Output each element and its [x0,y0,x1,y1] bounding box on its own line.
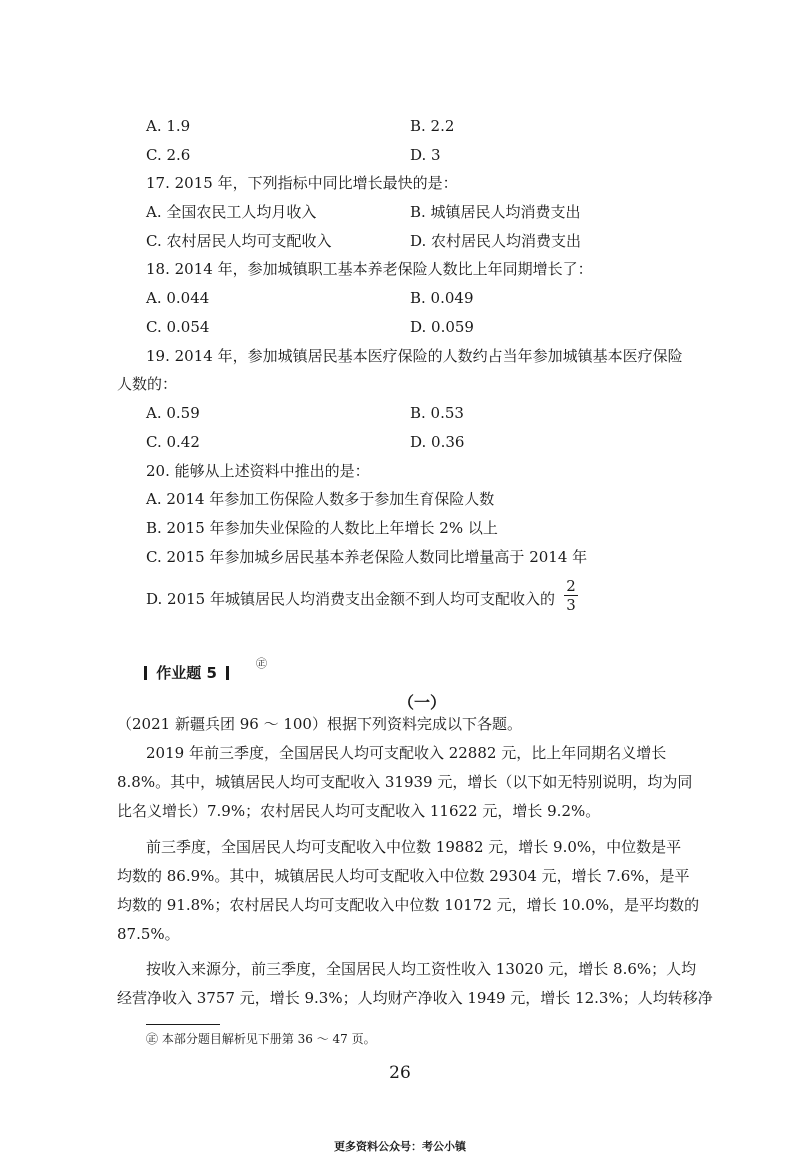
paragraph-line: 8.8%。其中，城镇居民人均可支配收入 31939 元，增长（以下如无特别说明，均为同 [117,773,693,791]
option-b: B. 2015 年参加失业保险的人数比上年增长 2% 以上 [146,519,498,537]
right-bar-icon [226,666,229,680]
paragraph-line: 经营净收入 3757 元，增长 9.3%；人均财产净收入 1949 元，增长 12.3%；人均转移净 [117,989,713,1007]
fraction [563,577,579,614]
promo-text: 更多资料公众号：考公小镇 [334,1140,466,1153]
option-d: D. 0.36 [410,433,465,451]
option-c: C. 2.6 [146,146,191,164]
page-number: 26 [389,1063,411,1083]
option-d: D. 农村居民人均消费支出 [410,232,582,250]
paragraph-line: 87.5%。 [117,925,180,943]
footnote-marker-icon: ㊣ [256,657,267,670]
option-b: B. 2.2 [410,117,455,135]
fraction-numerator: 2 [566,577,576,595]
option-c: C. 农村居民人均可支配收入 [146,232,332,250]
passage-subtitle: （一） [398,693,447,712]
source-note: （2021 新疆兵团 96 ～ 100）根据下列资料完成以下各题。 [117,715,522,733]
paragraph-line: 按收入来源分，前三季度，全国居民人均工资性收入 13020 元，增长 8.6%；人均 [146,960,697,978]
option-a: A. 2014 年参加工伤保险人数多于参加生育保险人数 [146,490,495,508]
option-a: A. 0.59 [146,404,200,422]
section-header [144,662,229,684]
option-c: C. 2015 年参加城乡居民基本养老保险人数同比增量高于 2014 年 [146,548,588,566]
option-a: A. 1.9 [146,117,191,135]
fraction-denominator: 3 [566,596,576,614]
section-label: 作业题 5 [156,664,217,682]
paragraph-line: 前三季度，全国居民人均可支配收入中位数 19882 元，增长 9.0%，中位数是平 [146,838,682,856]
question-stem: 19. 2014 年，参加城镇居民基本医疗保险的人数约占当年参加城镇基本医疗保险 [146,347,683,365]
option-a: A. 0.044 [146,289,210,307]
footnote: ㊣ 本部分题目解析见下册第 36 ～ 47 页。 [146,1032,376,1046]
paragraph-line: 2019 年前三季度，全国居民人均可支配收入 22882 元，比上年同期名义增长 [146,744,667,762]
paragraph-line: 均数的 91.8%；农村居民人均可支配收入中位数 10172 元，增长 10.0%，是平均数的 [117,896,700,914]
left-bar-icon [144,666,147,680]
question-stem: 20. 能够从上述资料中推出的是： [146,462,370,480]
paragraph-line: 均数的 86.9%。其中，城镇居民人均可支配收入中位数 29304 元，增长 7.6%，是平 [117,867,690,885]
question-stem-continued: 人数的： [117,375,178,393]
option-d: D. 2015 年城镇居民人均消费支出金额不到人均可支配收入的 [146,590,555,608]
question-stem: 18. 2014 年，参加城镇职工基本养老保险人数比上年同期增长了： [146,260,593,278]
option-b: B. 0.53 [410,404,464,422]
option-c: C. 0.42 [146,433,200,451]
option-b: B. 城镇居民人均消费支出 [410,203,581,221]
option-a: A. 全国农民工人均月收入 [146,203,317,221]
footnote-divider [146,1024,220,1025]
option-d: D. 0.059 [410,318,474,336]
option-c: C. 0.054 [146,318,210,336]
option-b: B. 0.049 [410,289,474,307]
question-stem: 17. 2015 年，下列指标中同比增长最快的是： [146,174,458,192]
paragraph-line: 比名义增长）7.9%；农村居民人均可支配收入 11622 元，增长 9.2%。 [117,802,601,820]
option-d: D. 3 [410,146,441,164]
